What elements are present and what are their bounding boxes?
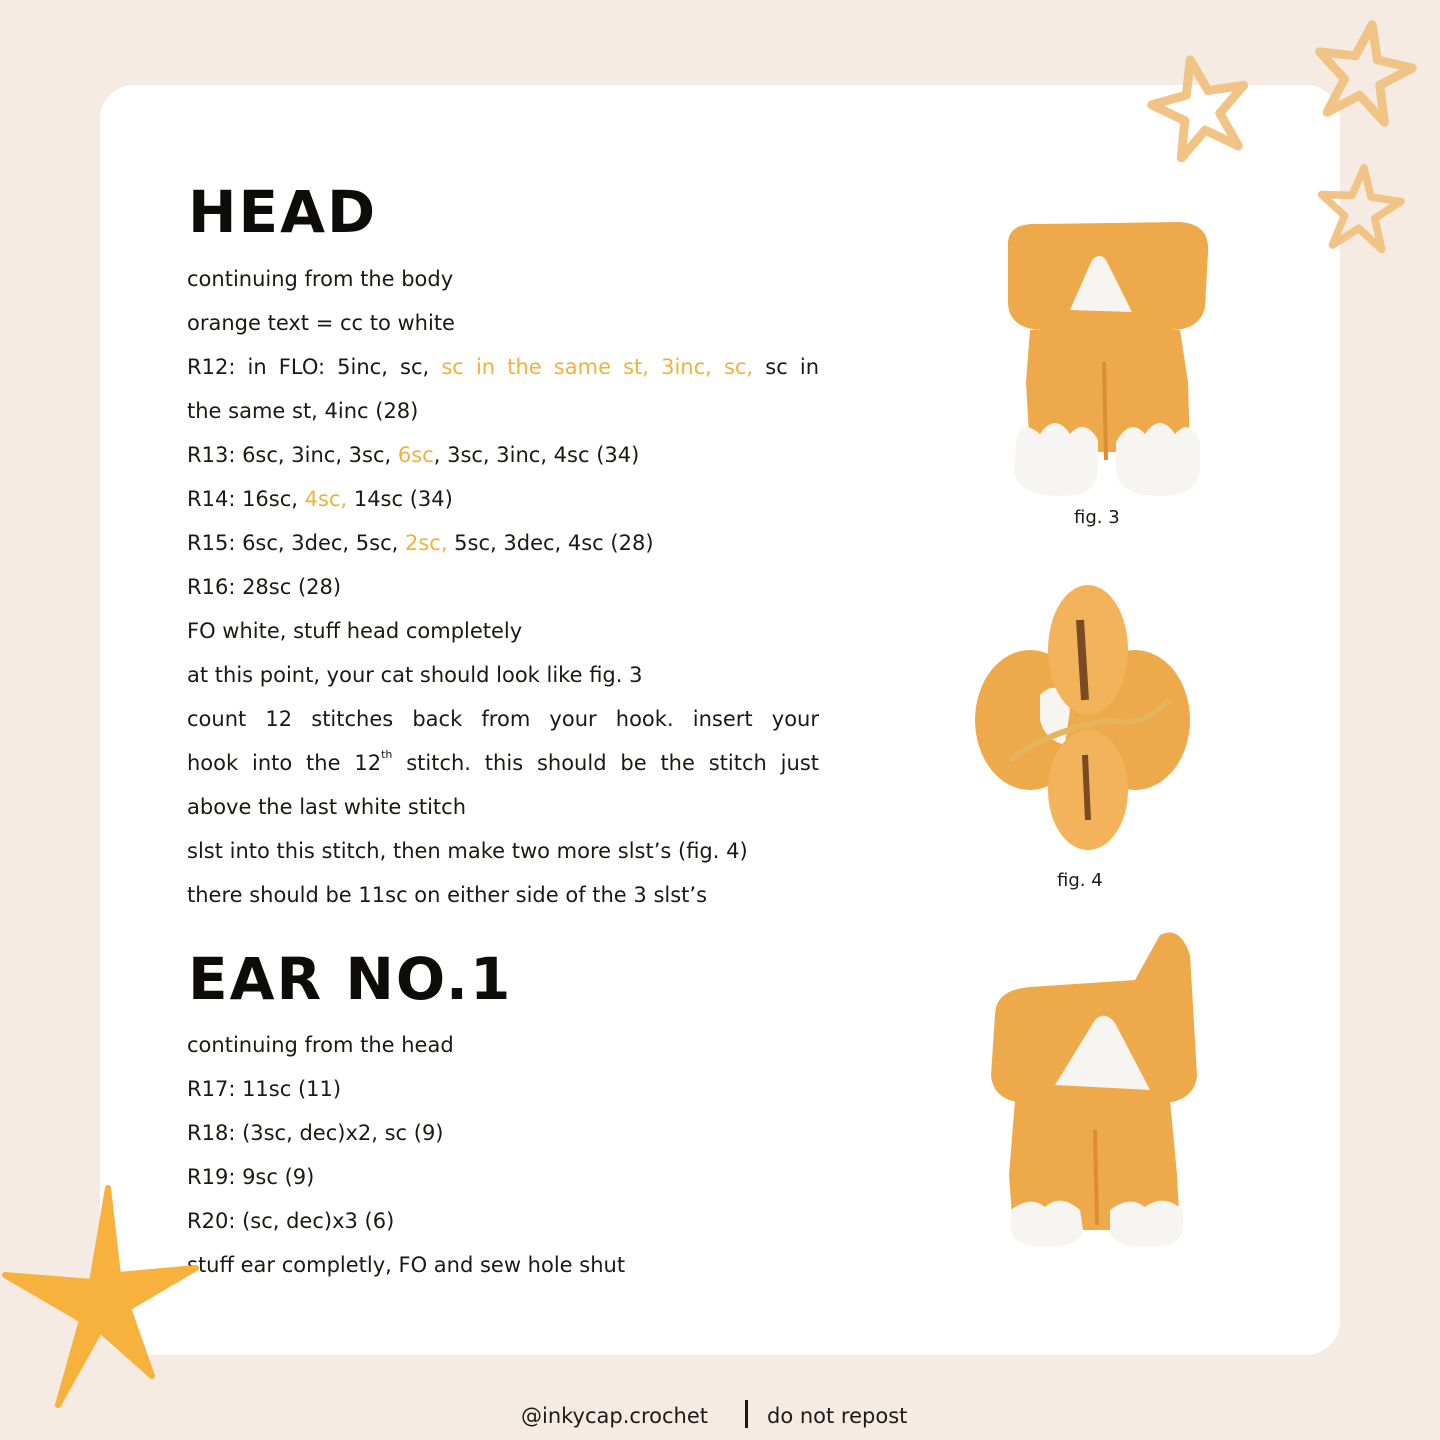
ear-instructions: [187, 1023, 819, 1287]
cc-white-stitch-text: 4sc,: [304, 487, 348, 511]
instruction-text: 5sc, 3dec, 4sc (28): [447, 531, 654, 555]
ordinal-suffix: th: [381, 748, 393, 761]
ear-instruction-line: [187, 1023, 819, 1067]
instruction-text: R13: 6sc, 3inc, 3sc,: [187, 443, 398, 467]
head-instruction-line: [187, 741, 819, 785]
head-instruction-line: [187, 477, 819, 521]
fig4-crochet-cat-image: [970, 580, 1200, 850]
instruction-text: the same st, 4inc (28): [187, 399, 419, 423]
head-section-title: HEAD: [188, 178, 378, 246]
head-instructions: [187, 257, 819, 917]
cc-white-stitch-text: sc in the same st, 3inc, sc,: [441, 355, 754, 379]
do-not-repost-note: do not repost: [767, 1404, 908, 1428]
instruction-text: orange text = cc to white: [187, 311, 455, 335]
ear-instruction-line: [187, 1067, 819, 1111]
instruction-text: R18: (3sc, dec)x2, sc (9): [187, 1121, 444, 1145]
instruction-text: at this point, your cat should look like fig. 3: [187, 663, 643, 687]
head-instruction-line: [187, 257, 819, 301]
head-instruction-line: [187, 389, 819, 433]
footer-divider: [745, 1400, 748, 1428]
fig3-crochet-cat-image: [1000, 212, 1215, 502]
instruction-text: hook into the 12: [187, 751, 382, 775]
instruction-text: count 12 stitches back from your hook. insert your: [187, 707, 819, 731]
head-instruction-line: [187, 565, 819, 609]
instruction-text: there should be 11sc on either side of the 3 slst’s: [187, 883, 708, 907]
ear-instruction-line: [187, 1243, 819, 1287]
ear-instruction-line: [187, 1111, 819, 1155]
instruction-text: above the last white stitch: [187, 795, 467, 819]
instruction-text: 14sc (34): [347, 487, 453, 511]
instruction-text: stuff ear completly, FO and sew hole shut: [187, 1253, 626, 1277]
head-instruction-line: [187, 345, 819, 389]
instruction-text: , 3sc, 3inc, 4sc (34): [433, 443, 640, 467]
instruction-text: R20: (sc, dec)x3 (6): [187, 1209, 395, 1233]
head-instruction-line: [187, 785, 819, 829]
instruction-text: R15: 6sc, 3dec, 5sc,: [187, 531, 405, 555]
star-outline-icon: [1305, 15, 1423, 127]
ear-instruction-line: [187, 1155, 819, 1199]
footer: [0, 1400, 1440, 1434]
star-doodle-icon: [0, 1180, 205, 1415]
head-instruction-line: [187, 609, 819, 653]
star-outline-icon: [1308, 160, 1413, 255]
instruction-text: continuing from the head: [187, 1033, 454, 1057]
ear-section-title: EAR NO.1: [188, 945, 513, 1013]
instruction-text: FO white, stuff head completely: [187, 619, 523, 643]
instruction-text: R14: 16sc,: [187, 487, 305, 511]
ear-crochet-cat-image: [985, 925, 1205, 1255]
author-handle: @inkycap.crochet: [521, 1404, 708, 1428]
head-instruction-line: [187, 697, 819, 741]
head-instruction-line: [187, 433, 819, 477]
ear-instruction-line: [187, 1199, 819, 1243]
head-instruction-line: [187, 873, 819, 917]
head-instruction-line: [187, 829, 819, 873]
instruction-text: continuing from the body: [187, 267, 454, 291]
head-instruction-line: [187, 301, 819, 345]
instruction-text: sc in: [753, 355, 819, 379]
cc-white-stitch-text: 6sc: [397, 443, 434, 467]
instruction-text: R19: 9sc (9): [187, 1165, 315, 1189]
instruction-text: R16: 28sc (28): [187, 575, 342, 599]
fig4-caption: fig. 4: [1057, 870, 1103, 891]
instruction-text: R17: 11sc (11): [187, 1077, 342, 1101]
instruction-text: R12: in FLO: 5inc, sc,: [187, 355, 442, 379]
cc-white-stitch-text: 2sc,: [404, 531, 448, 555]
star-outline-icon: [1140, 50, 1260, 162]
head-instruction-line: [187, 653, 819, 697]
fig3-caption: fig. 3: [1074, 507, 1120, 528]
head-instruction-line: [187, 521, 819, 565]
instruction-text: slst into this stitch, then make two more slst’s (fig. 4): [187, 839, 748, 863]
instruction-text: stitch. this should be the stitch just: [392, 751, 819, 775]
